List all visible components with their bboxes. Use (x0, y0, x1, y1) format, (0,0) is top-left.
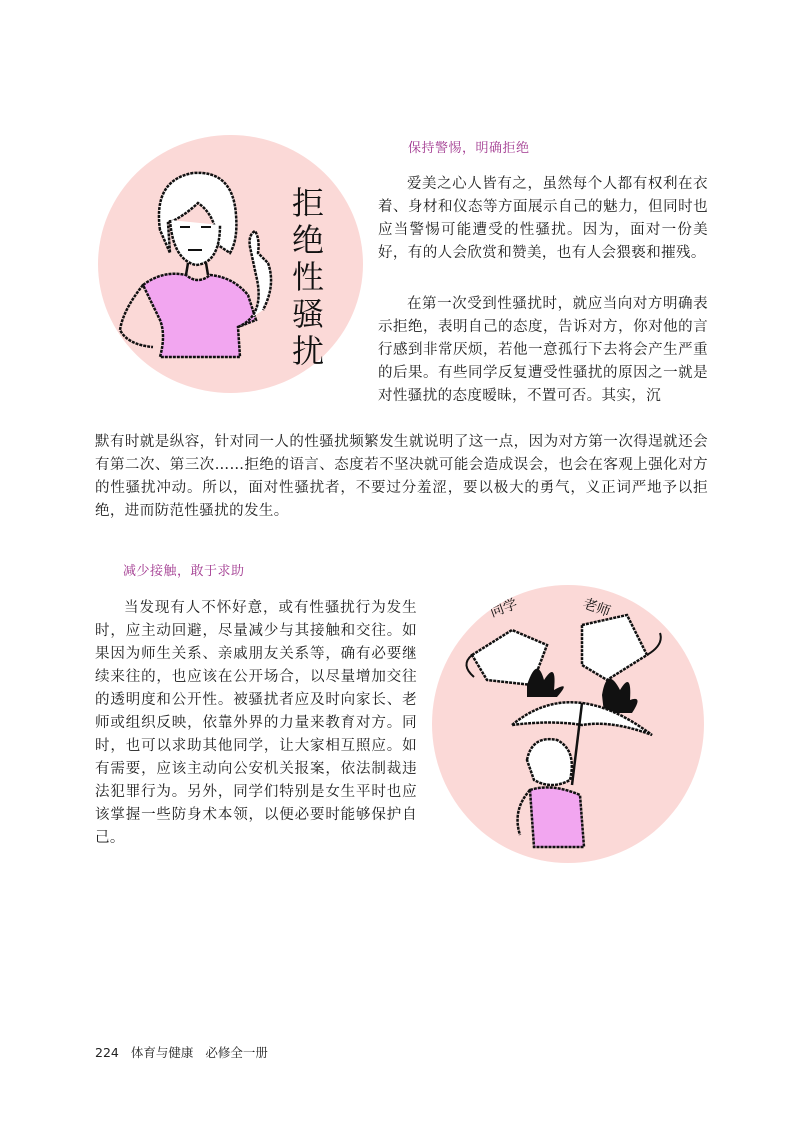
illustration-seek-help (432, 585, 704, 863)
section2-heading: 减少接触，敢于求助 (123, 564, 245, 579)
section1-paragraph-2-continued: 默有时就是纵容，针对同一人的性骚扰频繁发生就说明了这一点，因为对方第一次得逞就还会有第二次、第三次……拒绝的语言、态度若不坚决就可能会造成误会，也会在客观上强化对方的性骚扰冲动。所以，面对性骚扰者，不要过分羞涩，要以极大的勇气，义正词严地予以拒绝，进而防范性骚扰的发生。 (95, 434, 708, 519)
caption-char: 绝 (291, 221, 324, 259)
caption-char: 拒 (291, 184, 324, 222)
section1-paragraph-1: 爱美之心人皆有之，虽然每个人都有权利在衣着、身材和仪态等方面展示自己的魅力，但同时也应当警惕可能遭受的性骚扰。因为，面对一份美好，有的人会欣赏和赞美，也有人会猥亵和摧残。 (378, 176, 708, 261)
section1-paragraph-2-text: 在第一次受到性骚扰时，就应当向对方明确表示拒绝，表明自己的态度，告诉对方，你对他的言行感到非常厌烦，若他一意孤行下去将会产生严重的后果。有些同学反复遭受性骚扰的原因之一就是对性骚扰的态度暧昧，不置可否。其实，沉 (378, 296, 708, 404)
caption-char: 扰 (291, 332, 324, 370)
section1-heading: 保持警惕，明确拒绝 (408, 141, 530, 156)
caption-char: 骚 (291, 295, 324, 333)
caption-char: 性 (291, 258, 324, 296)
page-footer (95, 1043, 276, 1061)
umbrella-protection-illustration (432, 585, 704, 863)
book-title: 体育与健康 (130, 1045, 194, 1060)
label-classmate: 同学 (487, 596, 520, 621)
section1-paragraph-2b (95, 431, 708, 523)
section2-paragraph: 当发现有人不怀好意，或有性骚扰行为发生时，应主动回避，尽量减少与其接触和交往。如果因为师生关系、亲戚朋友关系等，确有必要继续来往的，也应该在公开场合，以尽量增加交往的透明度和公开性。被骚扰者应及时向家长、老师或组织反映，依靠外界的力量来教育对方。同时，也可以求助其他同学，让大家相互照应。如有需要，应该主动向公安机关报案，依法制裁违法犯罪行为。另外，同学们特别是女生平时也应该掌握一些防身术本领，以便必要时能够保护自己。 (95, 600, 417, 846)
book-volume: 必修全一册 (205, 1045, 268, 1060)
label-teacher: 老师 (580, 595, 613, 621)
page-number: 224 (95, 1045, 119, 1060)
section1-paragraph-2a (378, 293, 708, 431)
illustration-caption-vertical (288, 185, 328, 370)
